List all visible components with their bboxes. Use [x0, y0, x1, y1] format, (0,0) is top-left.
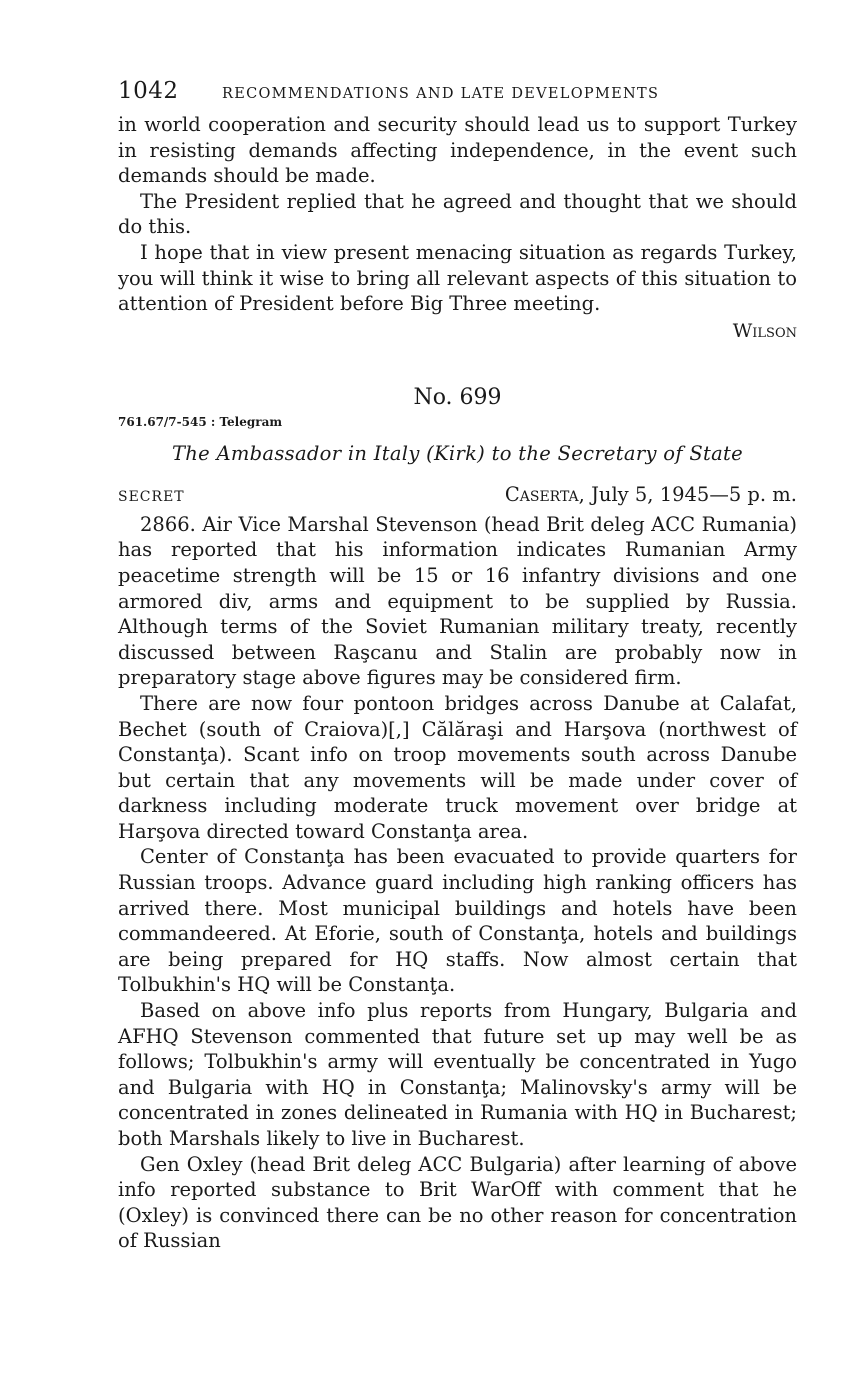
file-reference: 761.67/7-545 : Telegram — [118, 414, 283, 429]
classification: SECRET — [118, 488, 185, 505]
paragraph: The President replied that he agreed and thought that we should do this. — [118, 189, 797, 239]
paragraph: I hope that in view present menacing situation as regards Turkey, you will think it wise to bring all relevant aspects of this situation to attention of President before Big Three meeting. — [118, 240, 797, 316]
date: July 5, 1945—5 p. m. — [591, 482, 797, 506]
page-number: 1042 — [118, 78, 179, 104]
signature: Wilson — [732, 319, 797, 342]
paragraph: 2866. Air Vice Marshal Stevenson (head Brit deleg ACC Rumania) has reported that his information indicates Rumanian Army peacetime strength will be 15 or 16 infantry divisions and one armored div, arms and equipment to be supplied by Russia. Although terms of the Soviet Rumanian military treaty, recently discussed between Raşcanu and Stalin are probably now in preparatory stage above figures may be considered firm. — [118, 512, 797, 690]
previous-document-text — [118, 112, 797, 344]
telegram-body — [118, 512, 797, 1254]
document-page — [118, 78, 797, 1254]
running-head — [118, 78, 797, 110]
running-title: RECOMMENDATIONS AND LATE DEVELOPMENTS — [222, 86, 660, 102]
dateline — [118, 482, 797, 510]
paragraph: Gen Oxley (head Brit deleg ACC Bulgaria) after learning of above info reported substance to Brit WarOff with comment that he (Oxley) is convinced there can be no other reason for concentration of Russian — [118, 1152, 797, 1253]
paragraph: There are now four pontoon bridges across Danube at Calafat, Bechet (south of Craiova)[,] Călăraşi and Harşova (northwest of Constanţa). Scant info on troop movements south across Danube but certain that any movements will be made under cover of darkness including moderate truck movement over bridge at Harşova directed toward Constanţa area. — [118, 691, 797, 843]
place: Caserta, — [504, 482, 585, 506]
paragraph: in world cooperation and security should lead us to support Turkey in resisting demands affecting independence, in the event such demands should be made. — [118, 113, 797, 188]
document-number: No. 699 — [413, 384, 502, 410]
paragraph: Based on above info plus reports from Hungary, Bulgaria and AFHQ Stevenson commented that future set up may well be as follows; Tolbukhin's army will eventually be concentrated in Yugo and Bulgaria with HQ in Constanţa; Malinovsky's army will be concentrated in zones delineated in Rumania with HQ in Bucharest; both Marshals likely to live in Bucharest. — [118, 999, 797, 1150]
document-heading: The Ambassador in Italy (Kirk) to the Secretary of State — [171, 441, 744, 465]
paragraph: Center of Constanţa has been evacuated to provide quarters for Russian troops. Advance guard including high ranking officers has arrived there. Most municipal buildings and hotels have been commandeered. At Eforie, south of Constanţa, hotels and buildings are being prepared for HQ staffs. Now almost certain that Tolbukhin's HQ will be Constanţa. — [118, 845, 797, 997]
place-date — [505, 482, 797, 508]
